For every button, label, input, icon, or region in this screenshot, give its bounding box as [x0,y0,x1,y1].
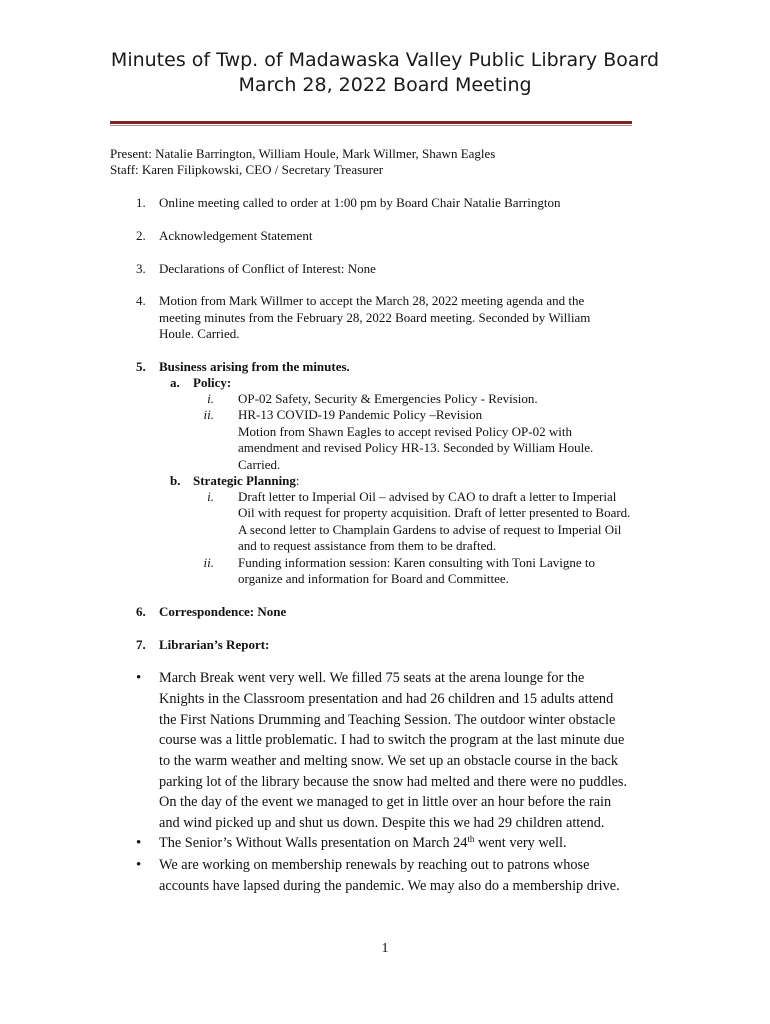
policy-entry: amendment and revised Policy HR-13. Seconded by William Houle. [238,440,594,455]
strategic-entry: A second letter to Champlain Gardens to advise of request to Imperial Oil [238,522,622,537]
strategic-entry: Draft letter to Imperial Oil – advised by CAO to draft a letter to Imperial [238,489,617,504]
correspondence-heading: Correspondence: None [159,604,287,619]
item-number: 2. [136,228,146,243]
report-line: accounts have lapsed during the pandemic. We may also do a membership drive. [159,878,620,894]
report-line [159,835,567,852]
roman-numeral: ii. [203,407,214,422]
item-text: Houle. Carried. [159,326,240,341]
bullet-dot: • [136,857,142,873]
item-number: 5. [136,359,146,374]
report-line: Knights in the Classroom presentation and had 26 children and 15 adults attend [159,691,614,707]
report-line: to the warm weather and melting snow. We set up an obstacle course in the back [159,753,618,769]
item-text: Online meeting called to order at 1:00 pm by Board Chair Natalie Barrington [159,195,561,210]
roman-numeral: i. [207,391,214,406]
policy-entry: Carried. [238,457,281,472]
policy-entry: OP-02 Safety, Security & Emergencies Policy - Revision. [238,391,538,406]
roman-numeral: ii. [203,555,214,570]
strategic-heading: Strategic Planning [193,473,296,488]
item-number: 3. [136,261,146,276]
policy-heading: Policy: [193,375,232,390]
report-line-text: went very well. [474,835,567,851]
ordinal-suffix: th [467,834,475,844]
item-number: 6. [136,604,146,619]
strategic-entry: Oil with request for property acquisition. Draft of letter presented to Board. [238,505,631,520]
item-text: meeting minutes from the February 28, 2022 Board meeting. Seconded by William [159,310,591,325]
header-divider [110,121,632,124]
report-line: and wind picked up and shut us down. Despite this we had 29 children attend. [159,815,605,831]
roman-numeral: i. [207,489,214,504]
strategic-entry: and to request assistance from them to be drafted. [238,538,497,553]
header-divider-thin [110,125,632,126]
strategic-heading-wrap [193,473,300,490]
item-number: 1. [136,195,146,210]
staff-list: Staff: Karen Filipkowski, CEO / Secretary Treasurer [110,162,384,177]
strategic-entry: organize and information for Board and Committee. [238,571,509,586]
policy-entry: HR-13 COVID-19 Pandemic Policy –Revision [238,407,483,422]
bullet-dot: • [136,835,142,851]
business-heading: Business arising from the minutes. [159,359,350,374]
subsection-letter: b. [170,473,181,488]
item-text: Motion from Mark Willmer to accept the March 28, 2022 meeting agenda and the [159,293,585,308]
item-text: Acknowledgement Statement [159,228,313,243]
policy-entry: Motion from Shawn Eagles to accept revised Policy OP-02 with [238,424,572,439]
report-line-text: The Senior’s Without Walls presentation on March 24 [159,835,468,851]
item-number: 7. [136,637,146,652]
document-title-line-2: March 28, 2022 Board Meeting [238,74,532,96]
strategic-entry: Funding information session: Karen consulting with Toni Lavigne to [238,555,596,570]
report-line: the First Nations Drumming and Teaching Session. The outdoor winter obstacle [159,712,616,728]
item-number: 4. [136,293,146,308]
bullet-dot: • [136,670,142,686]
document-title-line-1: Minutes of Twp. of Madawaska Valley Public Library Board [110,49,660,71]
page-number: 1 [381,941,389,956]
report-line: parking lot of the library because the snow had melted and there were no puddles. [159,774,628,790]
report-line: course was a little problematic. I had to switch the program at the last minute due [159,732,625,748]
report-line: March Break went very well. We filled 75 seats at the arena lounge for the [159,670,585,686]
present-list: Present: Natalie Barrington, William Houle, Mark Willmer, Shawn Eagles [110,146,496,161]
report-line: We are working on membership renewals by reaching out to patrons whose [159,857,590,873]
strategic-heading-colon: : [295,473,300,488]
report-line: On the day of the event we managed to get in little over an hour before the rain [159,794,612,810]
subsection-letter: a. [170,375,180,390]
librarian-heading: Librarian’s Report: [159,637,270,652]
item-text: Declarations of Conflict of Interest: None [159,261,376,276]
